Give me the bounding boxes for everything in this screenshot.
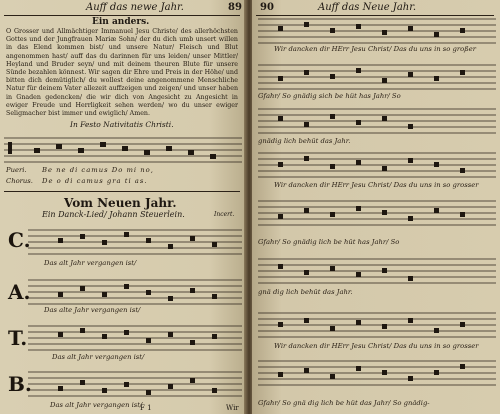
- voice-letter-cantus: C.: [8, 228, 31, 252]
- prayer-paragraph: O Grosser und Allmächtiger Immanuel Jesu Christe/ des allerhöchsten Gottes und der Jungfrauen Mariæ Sohn/ der du dich umb unsert willen in das Elend kommen bist/ und unsere Natur/ Fleisch und Blut angenommen hast/ auff das du darinnen für uns leiden/ unser Mittler/ Heyland und Bruder seyn/ und mit deinem theuren Blute für unsere Sünde bezahlen könnest. Wir sagen dir Ehre und Preis in der Höhe/ und bitten dich demütiglich/ du wollest deine angenommene Menschliche Natur für deinem Vater allezeit auffzeigen und zeigen/ und unser haben in Gnaden gedencken/ die wir dich von Angesicht zu Angesicht in ewiger Freude und Herrligkeit sehen werden/ wo du unser ewiger Seligmacher bist immer und ewiglich/ Amen.: [6, 28, 238, 118]
- page-number-right: 90: [260, 2, 274, 13]
- staff-r1: [258, 16, 496, 44]
- chant-heading: In Festo Nativitatis Christi.: [70, 120, 174, 129]
- incert-label: Incert.: [214, 211, 235, 218]
- staff-r6: [258, 256, 496, 284]
- pueri-label: Pueri.: [6, 166, 27, 174]
- hymn-subtitle: Ein Danck-Lied/ Johann Steuerlein.: [42, 210, 185, 219]
- page-number-left: 89: [228, 2, 242, 13]
- lyric-line-7: Wir dancken dir HErr Jesu Christ/ Das du uns in so grosser: [274, 342, 479, 350]
- voice-lyric-tenor: Das alt Jahr vergangen ist/: [52, 353, 145, 361]
- running-head-right: Auff das Neue Jahr.: [318, 2, 417, 13]
- lyric-line-2: Gfahr/ So gnädig sich be hüt has Jahr/ So: [258, 92, 401, 100]
- lyric-line-4: Wir dancken dir HErr Jesu Christ/ Das du uns in so grosser: [274, 181, 479, 189]
- staff-r7: [258, 310, 496, 338]
- lyric-line-5: Gfahr/ So gnädig lich be hüt has Jahr/ So: [258, 238, 400, 246]
- voice-lyric-cantus: Das alt Jahr vergangen ist/: [44, 259, 137, 267]
- staff-r4: [258, 150, 496, 178]
- chorus-label: Chorus.: [6, 177, 33, 185]
- pueri-text: Be ne di camus Do mi no,: [42, 166, 154, 174]
- voice-staff-bassus: [28, 366, 242, 400]
- section-rule: [4, 191, 240, 192]
- left-page: [0, 0, 246, 414]
- running-head-left: Auff das newe Jahr.: [86, 2, 184, 13]
- head-rule: [4, 15, 240, 16]
- section-title: Ein anders.: [92, 17, 150, 27]
- voice-staff-cantus: [28, 224, 242, 258]
- lyric-line-8: Gfahr/ So gnä dig lich be hüt das Jahr/ So gnädig-: [258, 399, 430, 407]
- hymn-title: Vom Neuen Jahr.: [64, 196, 177, 210]
- voice-letter-altus: A.: [8, 280, 31, 304]
- staff-r2: [258, 62, 496, 90]
- staff-r5: [258, 198, 496, 226]
- voice-lyric-altus: Das alte Jahr vergangen ist/: [44, 306, 141, 314]
- voice-staff-tenor: [28, 320, 242, 354]
- signature-mark: F 1: [140, 404, 152, 412]
- voice-staff-altus: [28, 274, 242, 308]
- staff-r8: [258, 358, 496, 386]
- catchword: Wir: [226, 404, 239, 412]
- voice-letter-tenor: T.: [8, 326, 28, 350]
- right-page: [252, 0, 500, 414]
- lyric-line-6: gnä dig lich behüt das Jahr.: [258, 288, 353, 296]
- chorus-text: De o di camus gra ti as.: [42, 177, 148, 185]
- lyric-line-3: gnädig lich behüt das Jahr.: [258, 137, 351, 145]
- staff-r3: [258, 106, 496, 134]
- voice-letter-bassus: B.: [8, 372, 32, 396]
- voice-lyric-bassus: Das alt Jahr vergangen ist/: [50, 401, 143, 409]
- lyric-line-1: Wir dancken dir HErr Jesu Christ/ Das du uns in so großer: [274, 45, 477, 53]
